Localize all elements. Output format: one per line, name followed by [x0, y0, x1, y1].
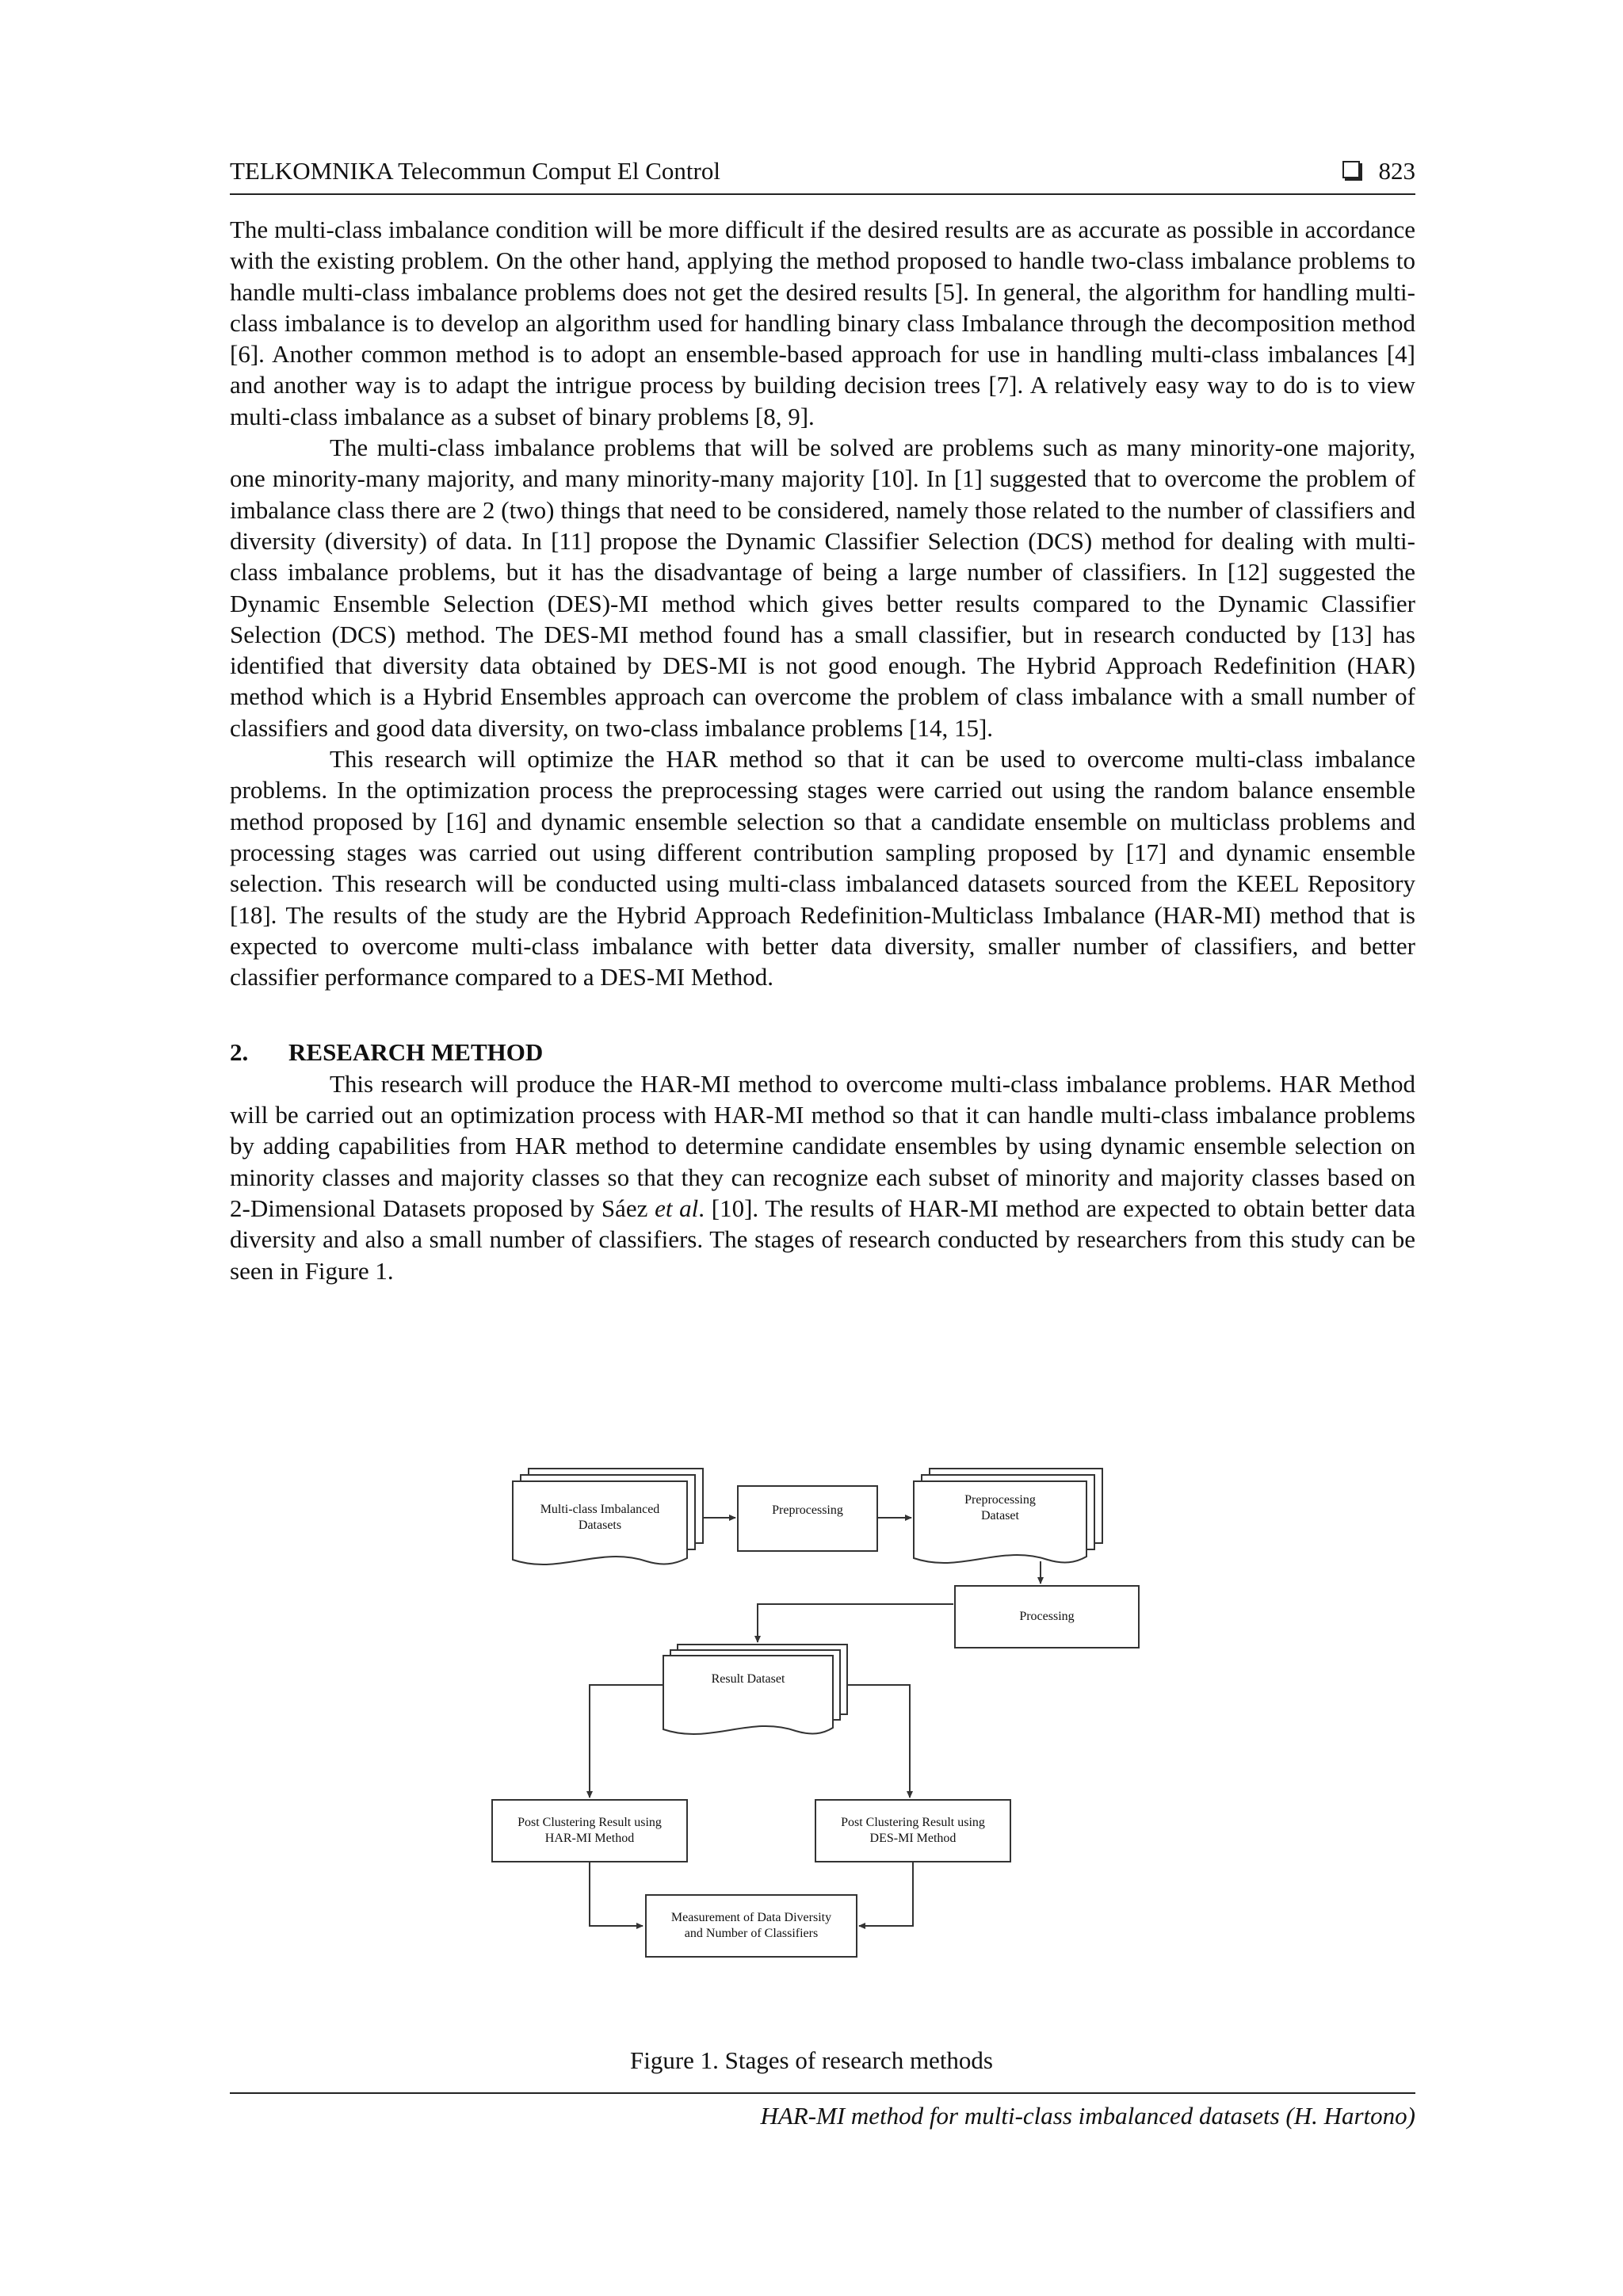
body-text	[230, 214, 1415, 1286]
paragraph-4-text-a: This research will produce the HAR-MI method to overcome multi-class imbalance problems. HAR Method will be carried out an optimization process with HAR-MI method so that it can handle multi-class imbalance problems by adding capabilities from HAR method to determine candidate ensembles by using dynamic ensemble selection on minority classes and majority classes so that they can recognize each subset of minority and majority classes based on 2-Dimensional Datasets proposed by Sáez	[230, 1069, 1415, 1222]
preprocessing-dataset-line-1: Preprocessing	[964, 1493, 1036, 1507]
section-heading	[230, 1037, 1415, 1068]
post-harmi-line-2: HAR-MI Method	[544, 1832, 635, 1845]
figure-caption: Figure 1. Stages of research methods	[630, 2046, 993, 2074]
measurement-box	[645, 1894, 857, 1958]
page-number-value: 823	[1378, 157, 1415, 185]
running-footer: HAR-MI method for multi-class imbalanced datasets (H. Hartono)	[760, 2102, 1415, 2130]
arrow-processing-to-result	[758, 1604, 953, 1642]
measurement-label	[671, 1910, 831, 1942]
section-number: 2.	[230, 1038, 249, 1067]
preprocessing-dataset-shape	[913, 1468, 1103, 1569]
document-wave	[512, 1552, 688, 1571]
paragraph-1: The multi-class imbalance condition will be more difficult if the desired results are as accurate as possible in accordance with the existing problem. On the other hand, applying the method proposed to handle two-class imbalance problems to handle multi-class imbalance problems does not get the desired results [5]. In general, the algorithm for handling multi-class imbalance is to develop an algorithm used for handling binary class Imbalance through the decomposition method [6]. Another common method is to adopt an ensemble-based approach for use in handling multi-class imbalances [4] and another way is to adapt the intrigue process by building decision trees [7]. A relatively easy way to do is to view multi-class imbalance as a subset of binary problems [8, 9].	[230, 216, 1415, 430]
paragraph-2: The multi-class imbalance problems that will be solved are problems such as many minority-one majority, one minority-many majority, and many minority-many majority [10]. In [1] suggested that to overcome the problem of imbalance class there are 2 (two) things that need to be considered, namely those related to the number of classifiers and diversity (diversity) of data. In [11] propose the Dynamic Classifier Selection (DCS) method for dealing with multi-class imbalance problems, but it has the disadvantage of being a large number of classifiers. In [12] suggested the Dynamic Ensemble Selection (DES)-MI method which gives better results compared to the Dynamic Classifier Selection (DCS) method. The DES-MI method found has a small classifier, but in research conducted by [13] has identified that diversity data obtained by DES-MI is not good enough. The Hybrid Approach Redefinition (HAR) method which is a Hybrid Ensembles approach can overcome the problem of class imbalance with a small number of classifiers and good data diversity, on two-class imbalance problems [14, 15].	[230, 434, 1415, 742]
post-harmi-line-1: Post Clustering Result using	[517, 1816, 662, 1829]
document-sheet-front	[663, 1655, 834, 1723]
post-clustering-harmi-box	[491, 1799, 688, 1862]
preprocessing-box	[737, 1485, 878, 1552]
measurement-line-1: Measurement of Data Diversity	[670, 1911, 832, 1924]
processing-label: Processing	[1019, 1610, 1075, 1623]
multi-class-datasets-shape	[512, 1468, 704, 1571]
document-wave	[663, 1721, 834, 1740]
journal-name: TELKOMNIKA Telecommun Comput El Control	[230, 157, 720, 185]
multi-class-line-1: Multi-class Imbalanced	[540, 1503, 660, 1516]
measurement-line-2: and Number of Classifiers	[684, 1927, 819, 1940]
preprocessing-dataset-label	[964, 1492, 1036, 1524]
paragraph-4	[230, 1068, 1415, 1286]
arrow-harmi-to-measurement	[590, 1862, 643, 1926]
multi-class-datasets-label	[540, 1502, 660, 1534]
preprocessing-dataset-line-2: Dataset	[981, 1509, 1019, 1522]
document-sheet-front	[512, 1480, 688, 1553]
figure-1-flowchart	[475, 1458, 1157, 2005]
preprocessing-label: Preprocessing	[772, 1503, 843, 1517]
section-title: RESEARCH METHOD	[288, 1038, 544, 1067]
multi-class-line-2: Datasets	[578, 1519, 622, 1532]
post-clustering-desmi-box	[815, 1799, 1011, 1862]
checkbox-square-icon	[1342, 161, 1360, 178]
post-clustering-harmi-label	[517, 1815, 662, 1847]
result-dataset-shape	[663, 1644, 848, 1740]
page-number	[1342, 155, 1416, 187]
paragraph-4-italic: et al	[655, 1194, 699, 1222]
document-sheet-front	[913, 1480, 1087, 1552]
document-wave	[913, 1550, 1087, 1569]
result-dataset-label: Result Dataset	[711, 1672, 785, 1686]
footer-rule	[230, 2092, 1415, 2094]
processing-box	[954, 1585, 1140, 1648]
paragraph-3: This research will optimize the HAR method so that it can be used to overcome multi-class imbalance problems. In the optimization process the preprocessing stages were carried out using the random balance ensemble method proposed by [16] and dynamic ensemble selection so that a candidate ensemble on multiclass problems and processing stages was carried out using different contribution sampling proposed by [17] and dynamic ensemble selection. This research will be conducted using multi-class imbalanced datasets sourced from the KEEL Repository [18]. The results of the study are the Hybrid Approach Redefinition-Multiclass Imbalance (HAR-MI) method that is expected to overcome multi-class imbalance with better data diversity, smaller number of classifiers, and better classifier performance compared to a DES-MI Method.	[230, 745, 1415, 991]
post-desmi-line-1: Post Clustering Result using	[841, 1816, 985, 1829]
paragraph-4-text-b: . [10]. The results of HAR-MI method are expected to obtain better data diversity and also a small number of classifiers. The stages of research conducted by researchers from this study can be seen in Figure 1.	[230, 1194, 1415, 1285]
arrow-desmi-to-measurement	[859, 1862, 913, 1926]
post-clustering-desmi-label	[841, 1815, 985, 1847]
running-header	[230, 155, 1415, 195]
post-desmi-line-2: DES-MI Method	[869, 1832, 957, 1845]
